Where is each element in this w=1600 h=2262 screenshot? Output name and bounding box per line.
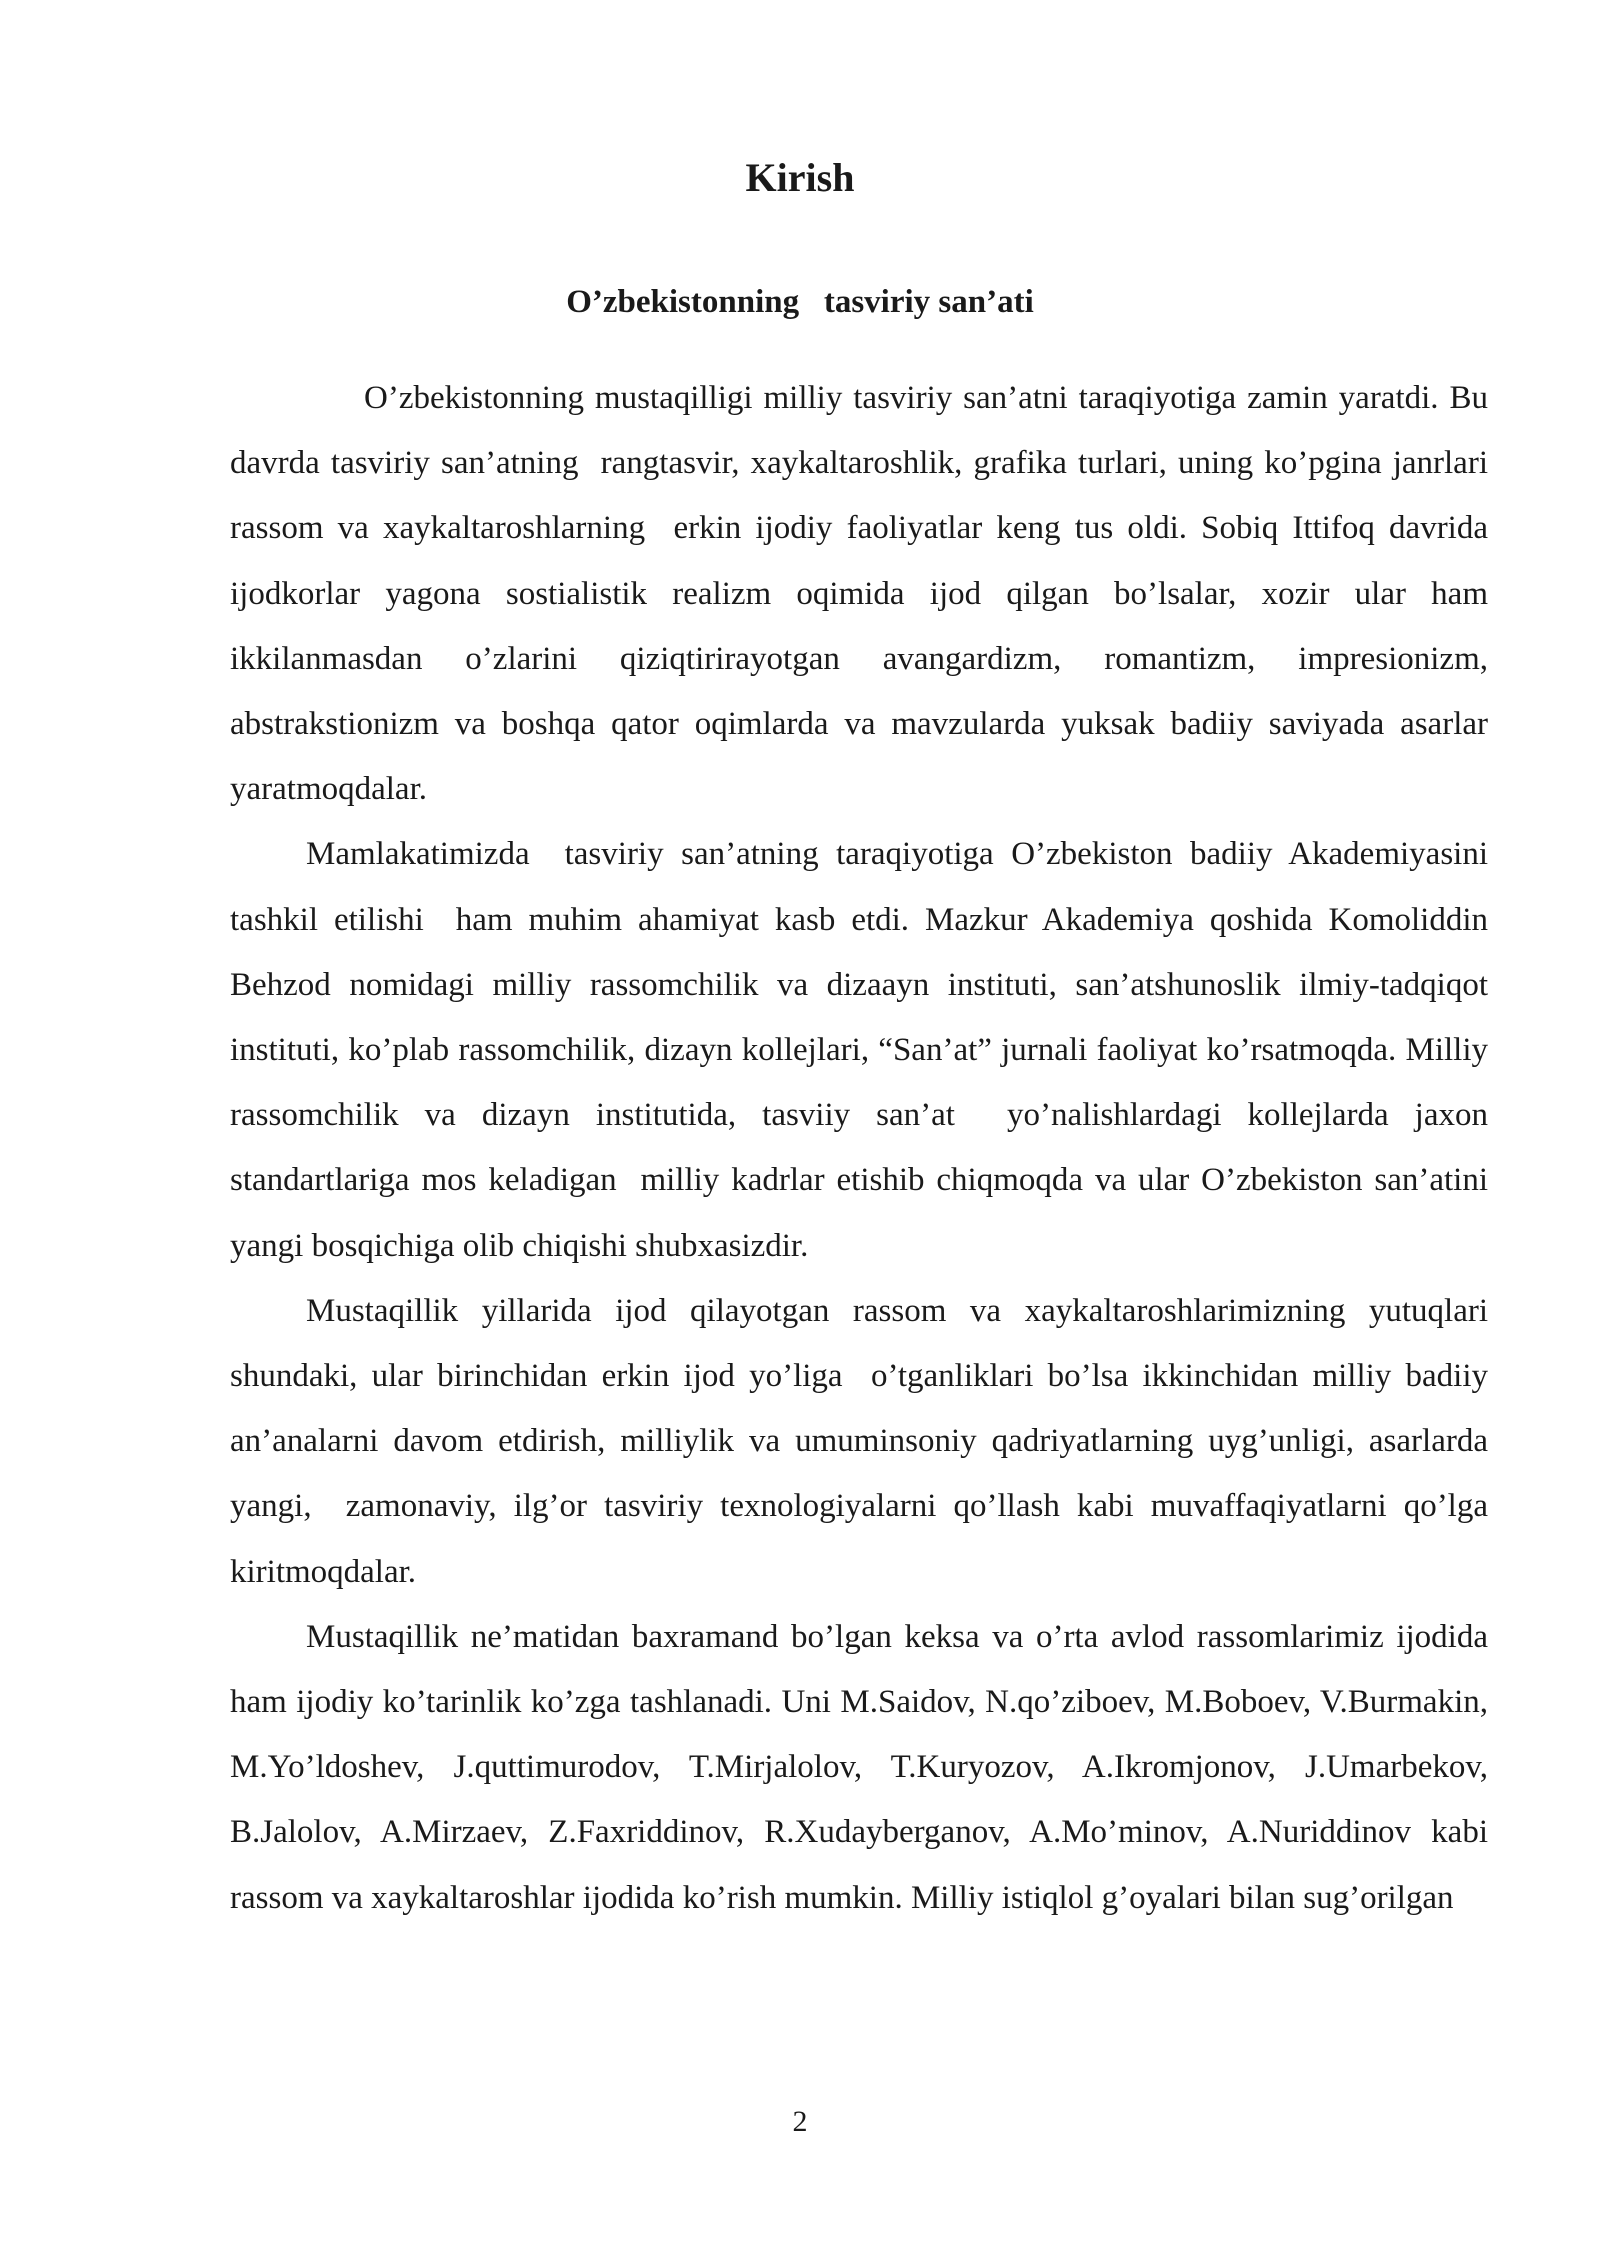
section-subtitle: O’zbekistonning tasviriy san’ati (566, 284, 1034, 320)
body-text (230, 366, 1497, 1931)
paragraph: Mustaqillik yillarida ijod qilayotgan rassom va xaykaltaroshlarimizning yutuqlari shundaki, ular birinchidan erkin ijod yo’liga o’tganliklari bo’lsa ikkinchidan milliy badiiy an’analarni davom etdirish, milliylik va umuminsoniy qadriyatlarning uyg’unligi, asarlarda yangi, zamonaviy, ilg’or tasviriy texnologiyalarni qo’llash kabi muvaffaqiyatlarni qo’lga kiritmoqdalar. (230, 1292, 1497, 1590)
page-title: Kirish (745, 155, 855, 200)
paragraph: Mamlakatimizda tasviriy san’atning taraqiyotiga O’zbekiston badiiy Akademiyasini tashkil etilishi ham muhim ahamiyat kasb etdi. Mazkur Akademiya qoshida Komoliddin Behzod nomidagi milliy rassomchilik va dizaayn instituti, san’atshunoslik ilmiy-tadqiqot instituti, ko’plab rassomchilik, dizayn kollejlari, “San’at” jurnali faoliyat ko’rsatmoqda. Milliy rassomchilik va dizayn institutida, tasviiy san’at yo’nalishlardagi kollejlarda jaxon standartlariga mos keladigan milliy kadrlar etishib chiqmoqda va ular O’zbekiston san’atini yangi bosqichiga olib chiqishi shubxasizdir. (230, 836, 1497, 1264)
paragraph: O’zbekistonning mustaqilligi milliy tasviriy san’atni taraqiyotiga zamin yaratdi. Bu davrda tasviriy san’atning rangtasvir, xaykaltaroshlik, grafika turlari, uning ko’pgina janrlari rassom va xaykaltaroshlarning erkin ijodiy faoliyatlar keng tus oldi. Sobiq Ittifoq davrida ijodkorlar yagona sostialistik realizm oqimida ijod qilgan bo’lsalar, xozir ular ham ikkilanmasdan o’zlarini qiziqtirirayotgan avangardizm, romantizm, impresionizm, abstrakstionizm va boshqa qator oqimlarda va mavzularda yuksak badiiy saviyada asarlar yaratmoqdalar. (230, 380, 1497, 808)
page-number: 2 (792, 2105, 808, 2138)
paragraph: Mustaqillik ne’matidan baxramand bo’lgan keksa va o’rta avlod rassomlarimiz ijodida ham ijodiy ko’tarinlik ko’zga tashlanadi. Uni M.Saidov, N.qo’ziboev, M.Boboev, V.Burmakin, M.Yo’ldoshev, J.quttimurodov, T.Mirjalolov, T.Kuryozov, A.Ikromjonov, J.Umarbekov, B.Jalolov, A.Mirzaev, Z.Faxriddinov, R.Xudayberganov, A.Mo’minov, A.Nuriddinov kabi rassom va xaykaltaroshlar ijodida ko’rish mumkin. Milliy istiqlol g’oyalari bilan sug’orilgan (230, 1618, 1497, 1916)
